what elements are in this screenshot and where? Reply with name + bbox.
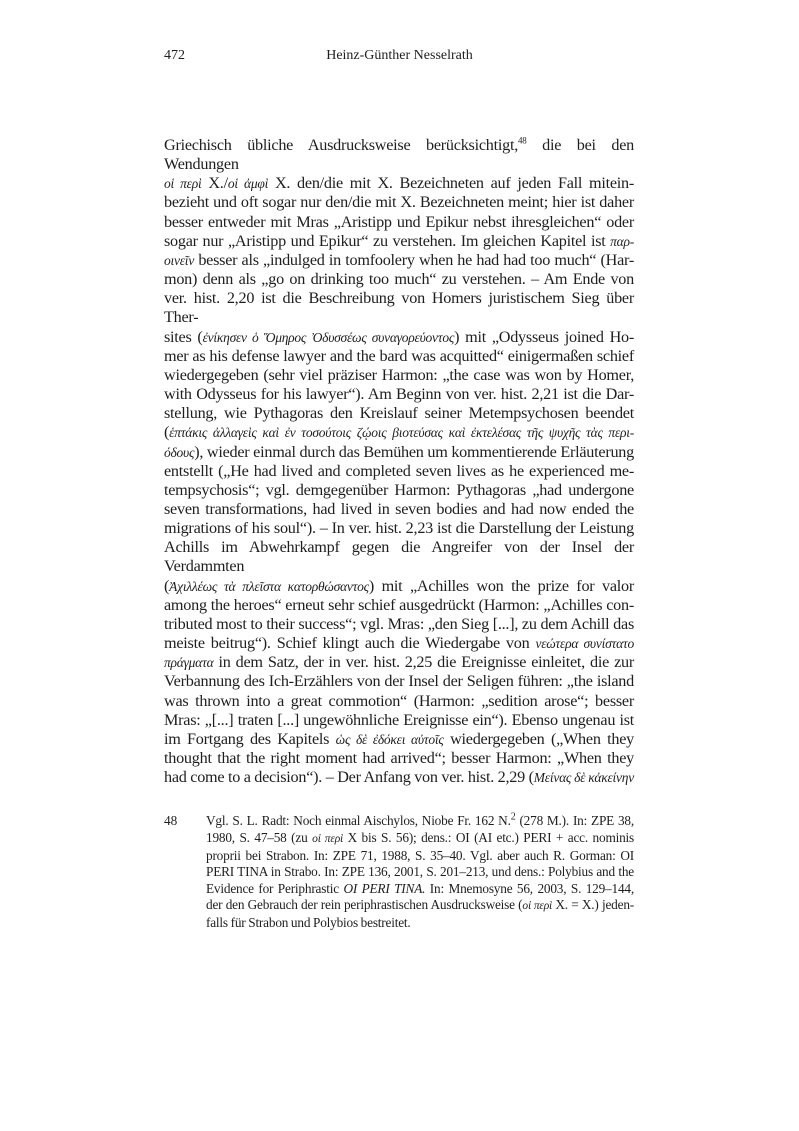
text-segment: PERI TINA in Strabo. In: ZPE 136, 2001, S. 201–213, und dens.: Polybius and the <box>206 864 634 880</box>
text-line <box>164 462 634 481</box>
text-line <box>164 443 634 462</box>
greek-text: ἑπτάκις ἀλλαγεὶς καὶ ἐν τοσούτοις ζῴοις βιοτεύσας καὶ ἐκτελέσας τῆς ψυχῆς τὰς περι- <box>169 425 634 441</box>
text-line <box>164 768 634 787</box>
text-line <box>206 813 634 830</box>
text-segment: migrations of his soul“). – In ver. hist. 2,23 ist die Darstellung der Leistung <box>164 519 634 538</box>
text-line <box>206 897 634 915</box>
text-line <box>206 864 634 881</box>
text-segment: tributed most to their success“; vgl. Mras: „den Sieg [...], zu dem Achill das <box>164 614 634 633</box>
greek-text: Ἀχιλλέως τὰ πλεῖστα κατορθώσαντος <box>169 578 369 594</box>
text-segment: Achills im Abwehrkampf gegen die Angreifer von der Insel der Verdammten <box>164 538 634 576</box>
greek-text: πράγματα <box>164 655 214 671</box>
text-line <box>164 481 634 500</box>
text-line <box>164 404 634 423</box>
text-segment: meiste beitrug“). Schief klingt auch die Wiedergabe von <box>164 634 536 653</box>
text-line <box>164 289 634 327</box>
text-segment: X. den/die mit X. Bezeichneten auf jeden Fall mitein- <box>268 174 635 193</box>
text-segment: ver. hist. 2,20 ist die Beschreibung von Homers juristischem Sieg über Ther- <box>164 289 634 327</box>
text-line <box>164 615 634 634</box>
text-line <box>164 270 634 289</box>
text-line <box>164 193 634 212</box>
text-line <box>206 830 634 848</box>
text-line <box>164 577 634 596</box>
text-segment: Vgl. S. L. Radt: Noch einmal Aischylos, Niobe Fr. 162 N. <box>206 813 511 829</box>
text-segment: ), wieder einmal durch das Bemühen um kommentierende Erläuterung <box>194 442 634 461</box>
text-segment: seven transformations, had lived in seven bodies and had now ended the <box>164 499 634 518</box>
text-line <box>164 711 634 730</box>
text-line <box>164 653 634 672</box>
text-line <box>164 672 634 691</box>
greek-text: οινεῖν <box>164 252 195 268</box>
text-line <box>164 538 634 576</box>
footnote-text <box>206 813 634 931</box>
text-line <box>164 232 634 251</box>
running-head: Heinz-Günther Nesselrath <box>326 48 473 63</box>
greek-text: ἐνίκησεν ὁ Ὅμηρος Ὀδυσσέως συναγορεύοντος <box>202 329 455 345</box>
greek-text: ὡς δὲ ἐδόκει αὐτοῖς <box>335 731 444 747</box>
greek-text: οἱ περὶ <box>164 176 202 192</box>
text-segment: 2 <box>510 811 516 823</box>
text-line <box>206 915 634 932</box>
text-segment: besser entweder mit Mras „Aristipp und Epikur nebst ihresgleichen“ oder <box>164 212 634 231</box>
greek-text: νεώτερα συνίστατο <box>535 636 634 652</box>
text-segment: besser als „indulged in tomfoolery when he had had too much“ (Har- <box>194 250 634 269</box>
text-segment: thought that the right moment had arrived“; besser Harmon: „When they <box>164 749 634 767</box>
text-line <box>164 347 634 366</box>
greek-text: όδους <box>164 444 195 460</box>
text-segment: der den Gebrauch der rein periphrastischen Ausdrucksweise ( <box>206 897 523 913</box>
text-segment: wiedergegeben (sehr viel präziser Harmon: „the case was won by Homer, <box>164 365 634 384</box>
text-line <box>164 366 634 385</box>
text-line <box>164 519 634 538</box>
text-segment: im Fortgang des Kapitels <box>164 729 336 748</box>
text-segment: falls für Strabon und Polybios bestreitet. <box>206 914 411 930</box>
text-segment: with Odysseus for his lawyer“). Am Beginn von ver. hist. 2,21 ist die Dar- <box>164 385 634 404</box>
footnote-48 <box>164 813 634 931</box>
text-segment: Griechisch übliche Ausdrucksweise berücksichtigt, <box>164 136 519 154</box>
text-segment: among the heroes“ erneut sehr schief ausgedrückt (Harmon: „Achilles con- <box>164 595 634 614</box>
text-segment: sogar nur „Aristipp und Epikur“ zu verstehen. Im gleichen Kapitel ist <box>164 231 611 250</box>
text-segment: was thrown into a great commotion“ (Harmon: „sedition arose“; besser <box>164 691 634 710</box>
page-number: 472 <box>164 48 185 63</box>
text-line <box>164 634 634 653</box>
text-segment: stellung, wie Pythagoras den Kreislauf seiner Metempsychosen beendet <box>164 404 634 423</box>
text-segment: OI PERI TINA. <box>343 880 426 896</box>
text-segment: 1980, S. 47–58 (zu <box>206 829 313 845</box>
text-line <box>164 749 634 768</box>
text-line <box>164 500 634 519</box>
text-segment: ( <box>164 423 170 442</box>
greek-text: παρ- <box>610 233 634 249</box>
footnote-number: 48 <box>164 813 178 829</box>
text-segment: die bei den Wendungen <box>164 136 634 174</box>
text-segment: mer as his defense lawyer and the bard was acquitted“ einigermaßen schief <box>164 346 634 365</box>
text-segment: had come to a decision“). – Der Anfang von ver. hist. 2,29 ( <box>164 768 534 787</box>
text-segment: Verbannung des Ich-Erzählers von der Insel der Seligen führen: „the island <box>164 672 634 691</box>
greek-text: οἱ περὶ <box>312 832 344 845</box>
text-segment: tempsychosis“; vgl. demgegenüber Harmon: Pythagoras „had undergone <box>164 480 634 499</box>
text-segment: Mras: „[...] traten [...] ungewöhnliche Ereignisse ein“). Ebenso ungenau ist <box>164 710 634 729</box>
text-segment: wiedergegeben („When they <box>443 729 635 748</box>
text-line <box>164 136 634 174</box>
text-segment: bezieht und oft sogar nur den/die mit X. Bezeichneten meint; hier ist daher <box>164 193 634 212</box>
text-line <box>164 730 634 749</box>
text-segment: In: Mnemosyne 56, 2003, S. 129–144, <box>425 880 634 896</box>
text-line <box>164 213 634 232</box>
greek-text: οἱ ἀμφὶ <box>227 176 269 192</box>
text-line <box>164 692 634 711</box>
text-line <box>206 848 634 865</box>
text-line <box>164 423 634 442</box>
text-segment: ) mit „Odysseus joined Ho- <box>454 327 635 346</box>
greek-text: οἱ περὶ <box>522 900 553 913</box>
text-segment: entstellt („He had lived and completed seven lives as he experienced me- <box>164 461 634 480</box>
text-segment: Evidence for Periphrastic <box>206 880 344 896</box>
text-segment: proprii bei Strabon. In: ZPE 71, 1988, S. 35–40. Vgl. aber auch R. Gorman: OI <box>206 847 634 863</box>
text-segment: sites ( <box>164 327 203 346</box>
text-segment: ) mit „Achilles won the prize for valor <box>368 576 634 595</box>
text-segment: in dem Satz, der in ver. hist. 2,25 die Ereignisse einleitet, die zur <box>213 653 634 672</box>
body-text <box>164 136 634 787</box>
text-line <box>164 385 634 404</box>
text-segment: ( <box>164 576 170 595</box>
text-segment: X./ <box>201 174 228 193</box>
text-segment: X bis S. 56); dens.: OI (AI etc.) PERI + acc. nominis <box>343 829 635 845</box>
text-segment: mon) denn als „go on drinking too much“ zu verstehen. – Am Ende von <box>164 270 634 289</box>
text-segment: (278 M.). In: ZPE 38, <box>515 813 634 829</box>
text-line <box>206 881 634 898</box>
greek-text: Μείνας δὲ κἀκείνην <box>533 770 634 786</box>
text-line <box>164 251 634 270</box>
footnote-ref[interactable]: 48 <box>518 135 527 146</box>
text-line <box>164 596 634 615</box>
text-line <box>164 174 634 193</box>
text-segment: X. = X.) jeden- <box>552 897 634 913</box>
text-line <box>164 328 634 347</box>
